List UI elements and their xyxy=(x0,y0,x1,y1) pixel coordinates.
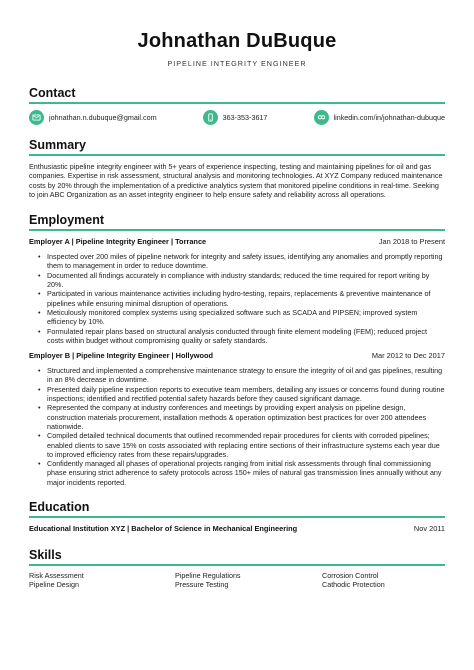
employment-divider xyxy=(29,229,445,231)
skill-item: Risk Assessment xyxy=(29,571,84,581)
job-date: Mar 2012 to Dec 2017 xyxy=(371,351,445,361)
contact-row xyxy=(29,110,445,125)
email-text: johnathan.n.dubuque@gmail.com xyxy=(49,113,157,122)
job-title: Employer B | Pipeline Integrity Engineer | Hollywood xyxy=(29,351,214,361)
summary-divider xyxy=(29,154,445,156)
skill-item: Pipeline Regulations xyxy=(175,571,241,581)
skills-divider xyxy=(29,564,445,566)
education-divider xyxy=(29,516,445,518)
job-bullets xyxy=(29,366,445,487)
job-entry xyxy=(29,237,445,345)
candidate-name: Johnathan DuBuque xyxy=(137,30,337,52)
job-header xyxy=(29,237,445,246)
contact-divider xyxy=(29,102,445,104)
job-date: Jan 2018 to Present xyxy=(378,237,445,247)
job-bullet: • Confidently managed all phases of operational projects ranging from initial risk assessments through final commissioning phase ensuring strict adherence to safety protocols across 150+ miles of natural gas transmission lines annually without any major incidents reported. xyxy=(38,459,445,487)
job-bullet: • Participated in various maintenance activities including hydro-testing, repairs, replacements & preventive maintenance of pipelines while ensuring minimal disruption of operations. xyxy=(38,289,445,308)
job-header xyxy=(29,351,445,360)
job-bullet: • Documented all findings accurately in compliance with industry standards; reduced the time required for report writing by 20%. xyxy=(38,271,445,290)
contact-linkedin[interactable] xyxy=(314,110,446,125)
employment-section-title: Employment xyxy=(29,213,105,228)
education-degree: Educational Institution XYZ | Bachelor of Science in Mechanical Engineering xyxy=(29,524,298,534)
contact-section-title: Contact xyxy=(29,86,76,100)
job-subtitle: PIPELINE INTEGRITY ENGINEER xyxy=(167,59,307,68)
contact-email[interactable] xyxy=(29,110,157,125)
summary-text: Enthusiastic pipeline integrity engineer with 5+ years of experience inspecting, testing and maintaining pipelines for oil and gas companies. Expertise in risk assessment, structural analysis and monitoring technologies. At XYZ Company reduced maintenance costs by 20% through the implementation of a predictive analytics system that monitored pipeline conditions in real-time. Seeking to join ABC Organization as an asset integrity engineer to help ensure safety and reliability across all operations. xyxy=(29,162,443,199)
job-title: Employer A | Pipeline Integrity Engineer | Torrance xyxy=(29,237,207,247)
skill-item: Corrosion Control xyxy=(322,571,379,581)
job-bullet: • Inspected over 200 miles of pipeline network for integrity and safety issues, identifying any anomalies and promptly reporting them to management in order to reduce downtime. xyxy=(38,252,445,271)
linkedin-text: linkedin.com/in/johnathan-dubuque xyxy=(333,113,445,122)
job-bullet: • Meticulously monitored complex systems using specialized software such as SCADA and PIPSEN; improved system efficiency by 10%. xyxy=(38,308,445,327)
phone-icon xyxy=(203,110,218,125)
skill-item: Pressure Testing xyxy=(175,580,229,590)
job-bullet: • Formulated repair plans based on structural analysis conducted through finite element modeling (FEM); reduced project costs within budget without compromising quality or safety standards. xyxy=(38,327,445,346)
job-bullet: • Structured and implemented a comprehensive maintenance strategy to ensure the integrity of oil and gas pipelines, resulting in an 8% decrease in downtime. xyxy=(38,366,445,385)
skills-grid xyxy=(29,571,445,590)
job-bullet: • Presented daily pipeline inspection reports to executive team members, detailing any issues or concerns found during routine inspections; identified and rectified potential safety hazards before they caused significant damage. xyxy=(38,385,445,404)
job-entry xyxy=(29,351,445,487)
job-bullets xyxy=(29,252,445,345)
summary-section-title: Summary xyxy=(29,138,86,152)
education-entry xyxy=(29,524,445,533)
skill-item: Pipeline Design xyxy=(29,580,79,590)
education-section-title: Education xyxy=(29,500,90,515)
skills-section-title: Skills xyxy=(29,548,62,563)
skill-item: Cathodic Protection xyxy=(322,580,385,590)
phone-text: 363-353-3617 xyxy=(222,113,268,122)
education-date: Nov 2011 xyxy=(413,524,445,534)
email-icon xyxy=(29,110,44,125)
job-bullet: • Compiled detailed technical documents that outlined recommended repair procedures for clients with corroded pipelines; enabled clients to save 15% on costs associated with replacing entire sections of their infrastructure systems each year due to improved efficiency rates from these repairs/upgrades. xyxy=(38,431,445,459)
contact-phone[interactable] xyxy=(203,110,268,125)
linkedin-icon xyxy=(314,110,329,125)
job-bullet: • Represented the company at industry conferences and meetings by providing expert analysis on pipeline design, construction materials procurement, installation methods & operation optimization best practices for over 200 attendees nationwide. xyxy=(38,403,445,431)
